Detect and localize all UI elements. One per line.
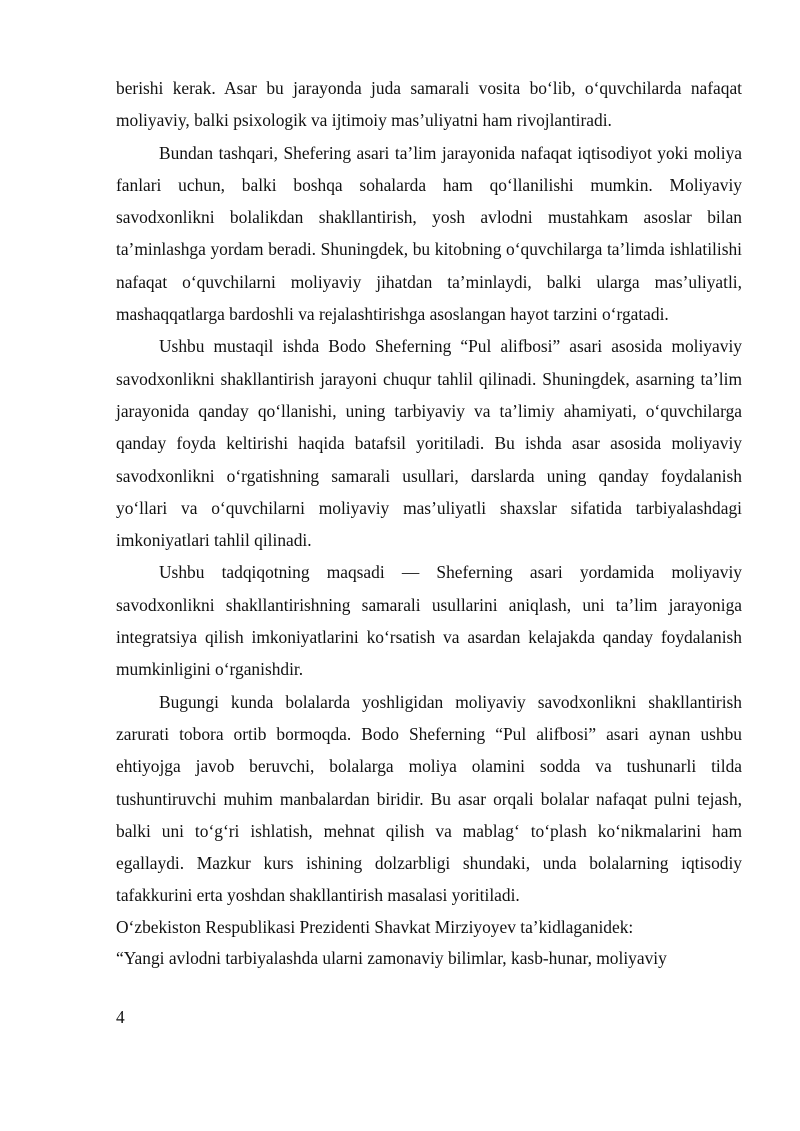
paragraph-relevance: Bugungi kunda bolalarda yoshligidan moliyaviy savodxonlikni shakllantirish zarurati tobora ortib bormoqda. Bodo Sheferning “Pul alifbosi” asari aynan ushbu ehtiyojga javob beruvchi, bolalarga moliya olamini sodda va tushunarli tilda tushuntiruvchi muhim manbalardan biridir. Bu asar orqali bolalar nafaqat pulni tejash, balki uni to‘g‘ri ishlatish, mehnat qilish va mablag‘ to‘plash ko‘nikmalarini ham egallaydi. Mazkur kurs ishining dolzarbligi shundaki, unda bolalarning iqtisodiy tafakkurini erta yoshdan shakllantirish masalasi yoritiladi.: [116, 691, 742, 906]
paragraph-independent-work: Ushbu mustaqil ishda Bodo Sheferning “Pul alifbosi” asari asosida moliyaviy savodxonlikni shakllantirish jarayoni chuqur tahlil qilinadi. Shuningdek, asarning ta’lim jarayonida qanday qo‘llanishi, uning tarbiyaviy va ta’limiy ahamiyati, o‘quvchilarga qanday foyda keltirishi haqida batafsil yoritiladi. Bu ishda asar asosida moliyaviy savodxonlikni o‘rgatishning samarali usullari, darslarda uning qanday foydalanish yo‘llari va o‘quvchilarni moliyaviy mas’uliyatli shaxslar sifatida tarbiyalashdagi imkoniyatlari tahlil qilinadi.: [116, 336, 742, 551]
paragraph-president-intro: O‘zbekiston Respublikasi Prezidenti Shavkat Mirziyoyev ta’kidlaganidek:: [116, 916, 634, 937]
paragraph-quote-start: “Yangi avlodni tarbiyalashda ularni zamonaviy bilimlar, kasb-hunar, moliyaviy: [116, 947, 667, 968]
page-number: 4: [116, 1007, 125, 1027]
paragraph-research-goal: Ushbu tadqiqotning maqsadi — Sheferning asari yordamida moliyaviy savodxonlikni shakllantirishning samarali usullarini aniqlash, uni ta’lim jarayoniga integratsiya qilish imkoniyatlarini ko‘rsatish va asardan kelajakda qanday foydalanish mumkinligini o‘rganishdir.: [116, 562, 742, 680]
document-page: [116, 72, 742, 974]
paragraph-shefer-education: Bundan tashqari, Shefering asari ta’lim jarayonida nafaqat iqtisodiyot yoki moliya fanlari uchun, balki boshqa sohalarda ham qo‘llanilishi mumkin. Moliyaviy savodxonlikni bolalikdan shakllantirish, yosh avlodni mustahkam asoslar bilan ta’minlashga yordam beradi. Shuningdek, bu kitobning o‘quvchilarga ta’limda ishlatilishi nafaqat o‘quvchilarni moliyaviy jihatdan ta’minlaydi, balki ularga mas’uliyatli, mashaqqatlarga bardoshli va rejalashtirishga asoslangan hayot tarzini o‘rgatadi.: [116, 142, 742, 325]
paragraph-continuation: berishi kerak. Asar bu jarayonda juda samarali vosita bo‘lib, o‘quvchilarda nafaqat moliyaviy, balki psixologik va ijtimoiy mas’uliyatni ham rivojlantiradi.: [116, 78, 742, 131]
